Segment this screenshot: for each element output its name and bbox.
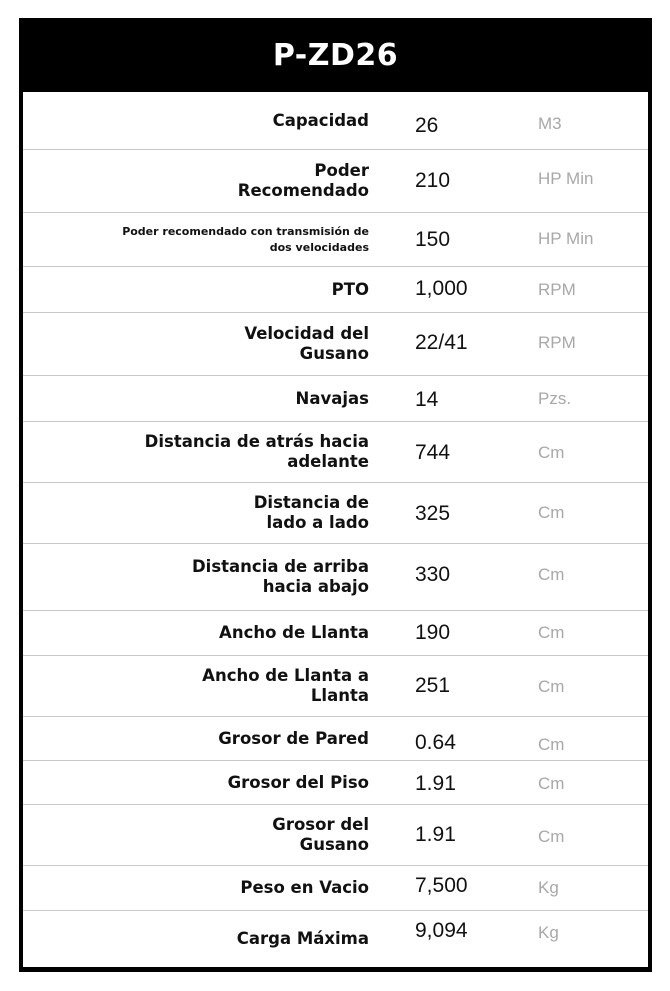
- spec-unit: Kg: [538, 923, 559, 942]
- spec-row-llanta-a-llanta: [23, 656, 648, 717]
- spec-row-arriba-abajo: [23, 544, 648, 611]
- spec-value: 7,500: [415, 874, 468, 897]
- model-title: P-ZD26: [272, 37, 399, 73]
- spec-label: Distancia de atrás hacia adelante: [144, 432, 369, 471]
- spec-label: Grosor de Pared: [218, 728, 369, 748]
- spec-label: Velocidad del Gusano: [244, 324, 369, 363]
- spec-row-atras-adelante: [23, 422, 648, 483]
- spec-unit: Kg: [538, 878, 559, 897]
- spec-header: [19, 18, 652, 92]
- spec-unit: Cm: [538, 565, 565, 584]
- spec-row-poder-transmision: [23, 213, 648, 267]
- spec-unit: RPM: [538, 280, 576, 299]
- spec-row-ancho-llanta: [23, 611, 648, 656]
- spec-unit: Cm: [538, 735, 565, 754]
- spec-label: Carga Máxima: [236, 929, 369, 948]
- spec-row-capacidad: [23, 92, 648, 150]
- spec-value: 0.64: [415, 731, 456, 754]
- spec-value: 330: [415, 563, 451, 586]
- spec-value: 210: [415, 169, 451, 192]
- spec-unit: Cm: [538, 677, 565, 696]
- spec-unit: HP Min: [538, 169, 594, 188]
- spec-value: 9,094: [415, 919, 468, 942]
- spec-row-poder: [23, 150, 648, 213]
- spec-label: Capacidad: [272, 110, 369, 130]
- spec-label: Navajas: [295, 388, 369, 408]
- spec-row-grosor-piso: [23, 761, 648, 805]
- spec-row-lado-lado: [23, 483, 648, 544]
- spec-row-carga-maxima: [23, 911, 648, 967]
- spec-card: [19, 18, 652, 972]
- spec-unit: HP Min: [538, 229, 594, 248]
- spec-label: Poder recomendado con transmisión de dos velocidades: [122, 224, 369, 254]
- spec-unit: Cm: [538, 774, 565, 793]
- spec-label: Grosor del Piso: [227, 772, 369, 792]
- spec-value: 1.91: [415, 823, 456, 846]
- spec-unit: Cm: [538, 503, 565, 522]
- spec-unit: Cm: [538, 827, 565, 846]
- spec-value: 14: [415, 388, 439, 411]
- spec-value: 251: [415, 674, 451, 697]
- spec-unit: Pzs.: [538, 389, 572, 408]
- spec-value: 1.91: [415, 772, 456, 795]
- spec-label: Grosor del Gusano: [272, 815, 369, 854]
- spec-row-velocidad: [23, 313, 648, 376]
- spec-label: Poder Recomendado: [237, 161, 369, 200]
- spec-value: 190: [415, 621, 451, 644]
- spec-value: 150: [415, 228, 451, 251]
- spec-table: [23, 92, 648, 967]
- spec-row-grosor-gusano: [23, 805, 648, 866]
- spec-unit: RPM: [538, 333, 576, 352]
- spec-unit: M3: [538, 114, 562, 133]
- spec-row-navajas: [23, 376, 648, 422]
- spec-unit: Cm: [538, 623, 565, 642]
- spec-value: 26: [415, 114, 439, 137]
- spec-label: Distancia de lado a lado: [253, 493, 369, 532]
- spec-value: 1,000: [415, 277, 468, 300]
- spec-row-grosor-pared: [23, 717, 648, 761]
- spec-label: Distancia de arriba hacia abajo: [191, 557, 369, 596]
- spec-label: PTO: [331, 279, 369, 299]
- spec-label: Ancho de Llanta: [219, 623, 369, 642]
- spec-value: 22/41: [415, 331, 468, 354]
- spec-unit: Cm: [538, 443, 565, 462]
- spec-value: 325: [415, 502, 451, 525]
- spec-row-pto: [23, 267, 648, 313]
- spec-row-peso-vacio: [23, 866, 648, 911]
- spec-label: Peso en Vacio: [240, 878, 369, 897]
- spec-label: Ancho de Llanta a Llanta: [202, 666, 369, 705]
- spec-value: 744: [415, 441, 451, 464]
